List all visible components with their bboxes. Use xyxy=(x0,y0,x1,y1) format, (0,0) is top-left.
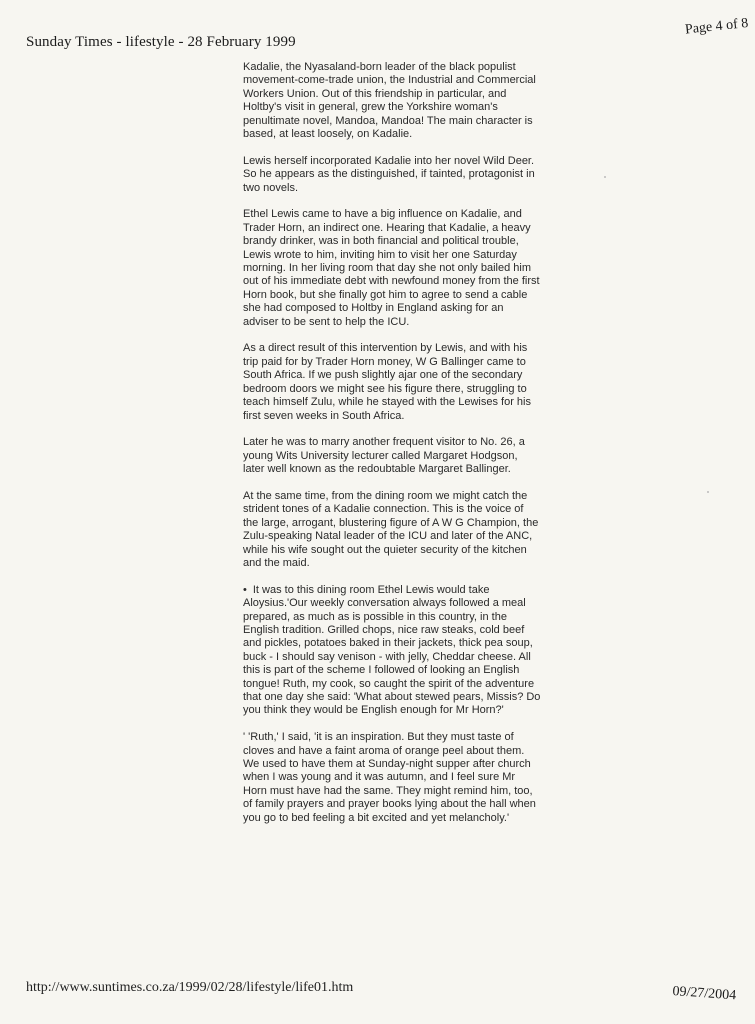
source-header: Sunday Times - lifestyle - 28 February 1999 xyxy=(26,34,296,50)
article-paragraph: As a direct result of this intervention by Lewis, and with his trip paid for by Trader Horn money, W G Ballinger came to South Africa. If we push slightly ajar one of the secondary bedroom doors we might see his figure there, struggling to teach himself Zulu, while he stayed with the Lewises for his first seven weeks in South Africa. xyxy=(243,342,531,422)
article-paragraph: At the same time, from the dining room we might catch the strident tones of a Kadalie connection. This is the voice of the large, arrogant, blustering figure of A W G Champion, the Zulu-speaking Natal leader of the ICU and later of the ANC, while his wife sought out the quieter security of the kitchen and the maid. xyxy=(243,489,539,569)
article-paragraph-bulleted xyxy=(243,584,541,718)
article-body xyxy=(243,61,541,838)
scan-speck xyxy=(707,491,709,493)
article-paragraph: Ethel Lewis came to have a big influence on Kadalie, and Trader Horn, an indirect one. Hearing that Kadalie, a heavy brandy drinker, was in both financial and political trouble, Lewis wrote to him, inviting him to visit her one Saturday morning. In her living room that day she not only bailed him out of his immediate debt with newfound money from the first Horn book, but she finally got him to agree to send a cable she had composed to Holtby in England asking for an adviser to be sent to help the ICU. xyxy=(243,208,540,328)
article-paragraph: Later he was to marry another frequent visitor to No. 26, a young Wits University lecturer called Margaret Hodgson, later well known as the redoubtable Margaret Ballinger. xyxy=(243,436,525,476)
article-paragraph: ' 'Ruth,' I said, 'it is an inspiration. But they must taste of cloves and have a faint aroma of orange peel about them. We used to have them at Sunday-night supper after church when I was young and it was autumn, and I feel sure Mr Horn must have had the same. They might remind him, too, of family prayers and prayer books lying about the hall when you go to bed feeling a bit excited and yet melancholy.' xyxy=(243,731,536,824)
print-date: 09/27/2004 xyxy=(672,984,737,1004)
source-url: http://www.suntimes.co.za/1999/02/28/lifestyle/life01.htm xyxy=(26,980,354,995)
scan-speck xyxy=(604,176,606,178)
article-paragraph: Lewis herself incorporated Kadalie into her novel Wild Deer. So he appears as the distinguished, if tainted, protagonist in two novels. xyxy=(243,154,535,194)
article-paragraph: Kadalie, the Nyasaland-born leader of the black populist movement-come-trade union, the Industrial and Commercial Workers Union. Out of this friendship in particular, and Holtby's visit in general, grew the Yorkshire woman's penultimate novel, Mandoa, Mandoa! The main character is based, at least loosely, on Kadalie. xyxy=(243,61,536,141)
page-number: Page 4 of 8 xyxy=(683,16,749,38)
bullet-icon: • xyxy=(243,583,247,596)
bulleted-text: It was to this dining room Ethel Lewis would take Aloysius.'Our weekly conversation always followed a meal prepared, as much as is possible in this country, in the English tradition. Grilled chops, nice raw steaks, cold beef and pickles, potatoes baked in their jackets, thick pea soup, buck - I should say venison - with jelly, Cheddar cheese. All this is part of the scheme I followed of looking an English tongue! Ruth, my cook, so caught the spirit of the adventure that one day she said: 'What about stewed pears, Missis? Do you think they would be English enough for Mr Horn?' xyxy=(243,583,541,717)
